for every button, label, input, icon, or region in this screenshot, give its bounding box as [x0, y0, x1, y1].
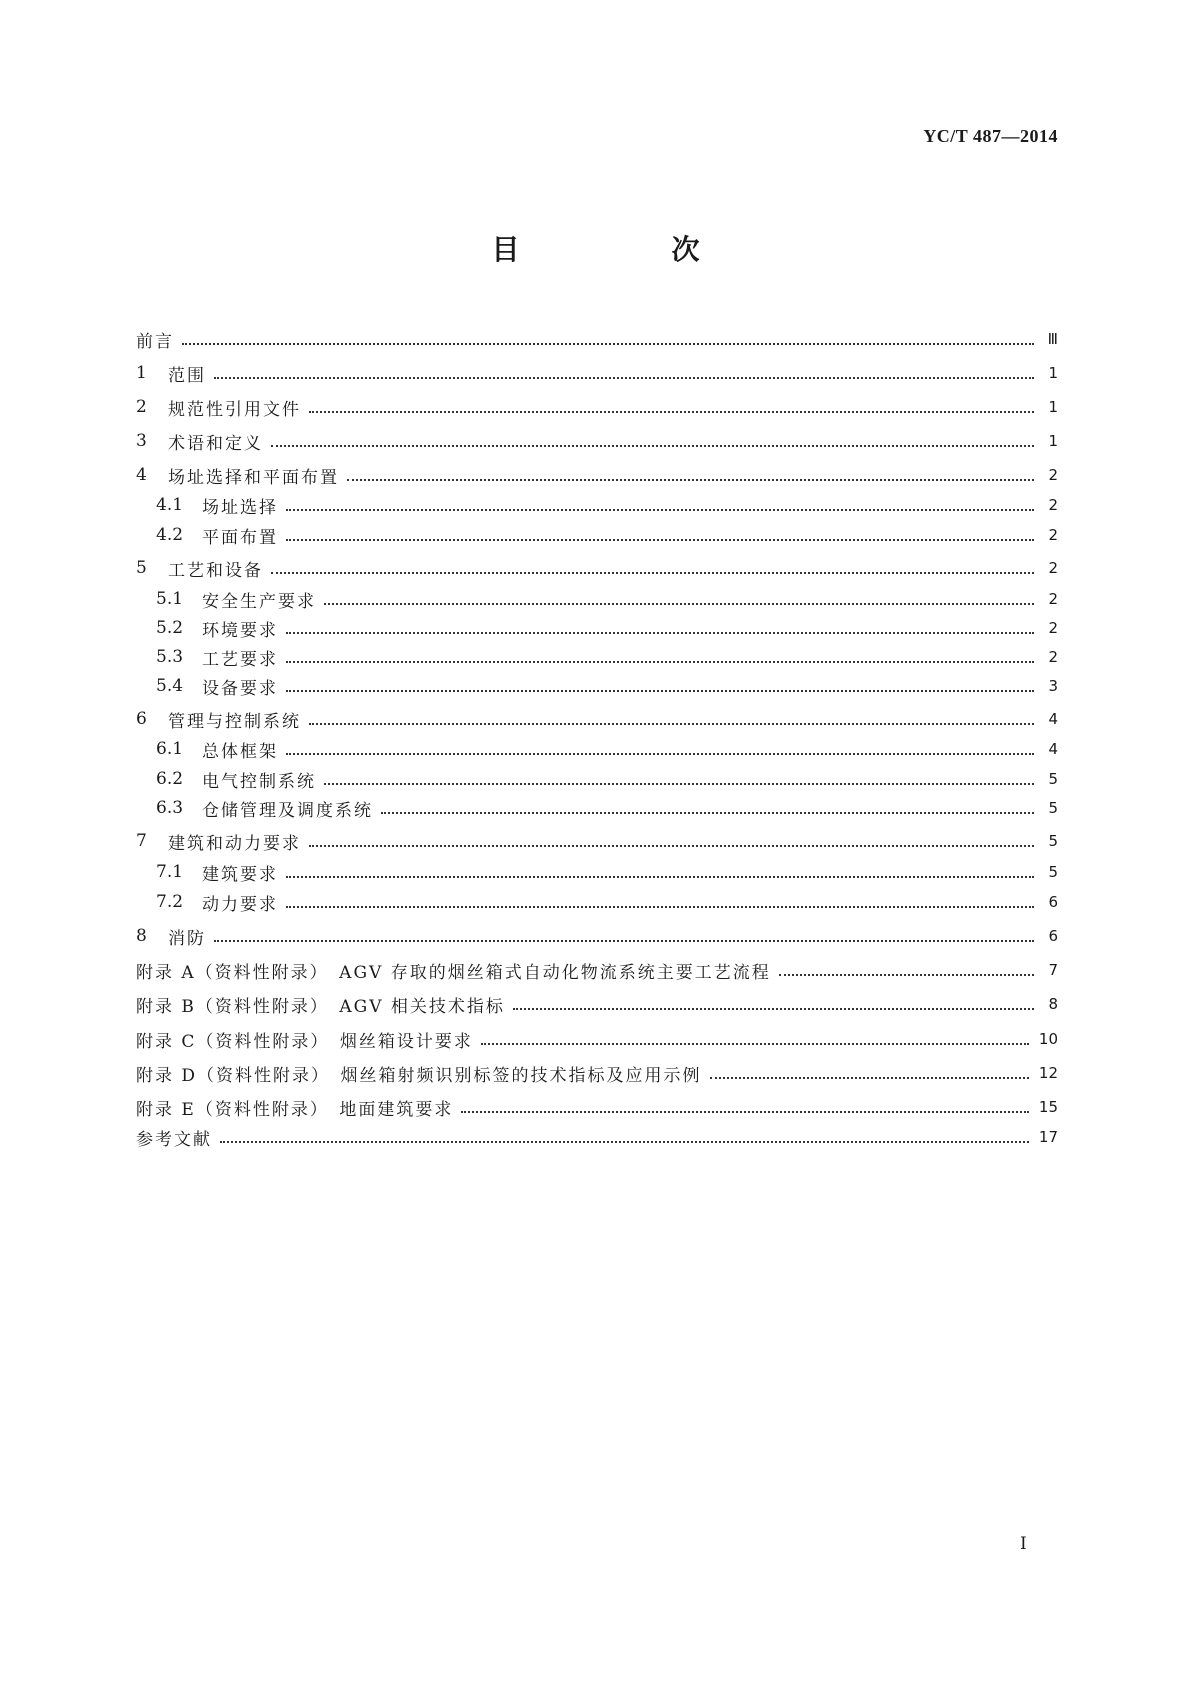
toc-entry-page: 2 — [1048, 619, 1058, 637]
toc-entry[interactable] — [136, 795, 1058, 821]
toc-entry-label: 规范性引用文件 — [168, 399, 301, 420]
toc-entry-number: 6.2 — [156, 769, 184, 789]
toc-entry[interactable] — [136, 326, 1058, 352]
page-number: I — [1020, 1534, 1027, 1554]
toc-entry[interactable] — [136, 462, 1058, 488]
toc-entry-number: 7.2 — [156, 892, 184, 912]
page-title: 目 次 — [491, 233, 762, 266]
toc-entry[interactable] — [136, 394, 1058, 420]
toc-entry-number: 1 — [136, 363, 147, 383]
toc-entry-page: 5 — [1048, 799, 1058, 817]
toc-entry-number: 6.1 — [156, 739, 184, 759]
dot-leader — [710, 1075, 1029, 1079]
toc-entry[interactable] — [136, 1094, 1058, 1120]
toc-entry-page: 4 — [1048, 710, 1058, 728]
toc-entry-page: 1 — [1048, 398, 1058, 416]
dot-leader — [309, 721, 1034, 725]
toc-entry-label: 参考文献 — [136, 1129, 212, 1150]
toc-entry[interactable] — [136, 428, 1058, 454]
toc-entry-number: 3 — [136, 431, 147, 451]
toc-entry-label: 安全生产要求 — [202, 591, 316, 612]
toc-entry-label: 建筑和动力要求 — [168, 833, 301, 854]
toc-entry-label: 附录 A（资料性附录） AGV 存取的烟丝箱式自动化物流系统主要工艺流程 — [136, 962, 771, 983]
toc-entry-label: 附录 C（资料性附录） 烟丝箱设计要求 — [136, 1031, 473, 1052]
toc-entry-page: 7 — [1048, 961, 1058, 979]
toc-entry-label: 总体框架 — [202, 741, 278, 762]
toc-entry[interactable] — [136, 736, 1058, 762]
toc-entry-number: 2 — [136, 397, 147, 417]
dot-leader — [271, 443, 1034, 447]
standard-code: YC/T 487—2014 — [923, 126, 1058, 146]
dot-leader — [220, 1139, 1029, 1143]
toc-entry-page: 12 — [1038, 1064, 1058, 1082]
toc-entry-label: 工艺要求 — [202, 649, 278, 670]
toc-entry[interactable] — [136, 555, 1058, 581]
toc-entry-page: 4 — [1048, 740, 1058, 758]
toc-entry-page: 2 — [1048, 559, 1058, 577]
dot-leader — [286, 874, 1034, 878]
toc-entry[interactable] — [136, 889, 1058, 915]
toc-entry-page: 2 — [1048, 526, 1058, 544]
toc-entry[interactable] — [136, 644, 1058, 670]
toc-entry-label: 平面布置 — [202, 527, 278, 548]
toc-entry-label: 消防 — [168, 928, 206, 949]
toc-entry-label: 动力要求 — [202, 894, 278, 915]
toc-entry-label: 环境要求 — [202, 620, 278, 641]
toc-entry-number: 5.3 — [156, 647, 184, 667]
toc-entry-page: Ⅲ — [1047, 330, 1058, 348]
dot-leader — [347, 477, 1034, 481]
toc-entry-page: 6 — [1048, 927, 1058, 945]
toc-entry-label: 电气控制系统 — [202, 771, 316, 792]
toc-entry-number: 7 — [136, 831, 147, 851]
toc-entry-label: 场址选择和平面布置 — [168, 467, 339, 488]
toc-entry-page: 1 — [1048, 432, 1058, 450]
toc-entry-number: 4.1 — [156, 495, 184, 515]
toc-entry-number: 6.3 — [156, 798, 184, 818]
dot-leader — [324, 781, 1034, 785]
toc-entry-page: 17 — [1038, 1128, 1058, 1146]
toc-entry-label: 范围 — [168, 365, 206, 386]
toc-entry[interactable] — [136, 522, 1058, 548]
dot-leader — [182, 341, 1034, 345]
toc-entry-page: 15 — [1038, 1098, 1058, 1116]
dot-leader — [461, 1109, 1029, 1113]
dot-leader — [286, 751, 1034, 755]
toc-entry-number: 4 — [136, 465, 147, 485]
toc-entry-page: 5 — [1048, 770, 1058, 788]
toc-entry[interactable] — [136, 586, 1058, 612]
toc-entry-label: 建筑要求 — [202, 864, 278, 885]
toc-entry-number: 6 — [136, 709, 147, 729]
dot-leader — [513, 1006, 1034, 1010]
toc-entry-number: 5.2 — [156, 618, 184, 638]
toc-entry-page: 10 — [1038, 1030, 1058, 1048]
toc-entry[interactable] — [136, 859, 1058, 885]
dot-leader — [286, 904, 1034, 908]
dot-leader — [309, 409, 1034, 413]
toc-entry[interactable] — [136, 957, 1058, 983]
toc-entry-page: 3 — [1048, 677, 1058, 695]
toc-entry-page: 2 — [1048, 496, 1058, 514]
toc-entry-page: 8 — [1048, 995, 1058, 1013]
dot-leader — [214, 938, 1034, 942]
toc-entry-page: 5 — [1048, 832, 1058, 850]
dot-leader — [286, 537, 1034, 541]
toc-entry[interactable] — [136, 766, 1058, 792]
toc-entry-label: 仓储管理及调度系统 — [202, 800, 373, 821]
toc-entry-label: 设备要求 — [202, 678, 278, 699]
toc-entry-number: 7.1 — [156, 862, 184, 882]
toc-entry[interactable] — [136, 923, 1058, 949]
toc-entry-page: 2 — [1048, 590, 1058, 608]
toc-entry[interactable] — [136, 1026, 1058, 1052]
toc-entry-number: 4.2 — [156, 525, 184, 545]
toc-entry[interactable] — [136, 991, 1058, 1017]
toc-entry-page: 2 — [1048, 466, 1058, 484]
toc-entry[interactable] — [136, 673, 1058, 699]
toc-entry[interactable] — [136, 828, 1058, 854]
toc-entry-label: 附录 E（资料性附录） 地面建筑要求 — [136, 1099, 454, 1120]
toc-entry-label: 管理与控制系统 — [168, 711, 301, 732]
toc-entry[interactable] — [136, 492, 1058, 518]
toc-entry-number: 5 — [136, 558, 147, 578]
toc-entry-number: 8 — [136, 926, 147, 946]
dot-leader — [381, 810, 1034, 814]
toc-entry[interactable] — [136, 615, 1058, 641]
toc-entry-number: 5.1 — [156, 589, 184, 609]
toc-entry-number: 5.4 — [156, 676, 184, 696]
dot-leader — [309, 843, 1034, 847]
dot-leader — [286, 659, 1034, 663]
toc-entry[interactable] — [136, 1124, 1058, 1150]
dot-leader — [286, 688, 1034, 692]
toc-entry-page: 1 — [1048, 364, 1058, 382]
toc-entry-label: 附录 D（资料性附录） 烟丝箱射频识别标签的技术指标及应用示例 — [136, 1065, 702, 1086]
toc-entry-page: 2 — [1048, 648, 1058, 666]
toc-entry-label: 工艺和设备 — [168, 560, 263, 581]
dot-leader — [481, 1041, 1029, 1045]
dot-leader — [286, 630, 1034, 634]
toc-entry-label: 术语和定义 — [168, 433, 263, 454]
dot-leader — [324, 601, 1034, 605]
dot-leader — [214, 375, 1034, 379]
toc-entry[interactable] — [136, 360, 1058, 386]
dot-leader — [779, 972, 1034, 976]
toc-entry[interactable] — [136, 706, 1058, 732]
toc-entry[interactable] — [136, 1060, 1058, 1086]
dot-leader — [271, 570, 1034, 574]
toc-entry-label: 场址选择 — [202, 497, 278, 518]
toc-entry-label: 附录 B（资料性附录） AGV 相关技术指标 — [136, 996, 505, 1017]
toc-entry-label: 前言 — [136, 331, 174, 352]
toc-entry-page: 5 — [1048, 863, 1058, 881]
toc-entry-page: 6 — [1048, 893, 1058, 911]
dot-leader — [286, 507, 1034, 511]
